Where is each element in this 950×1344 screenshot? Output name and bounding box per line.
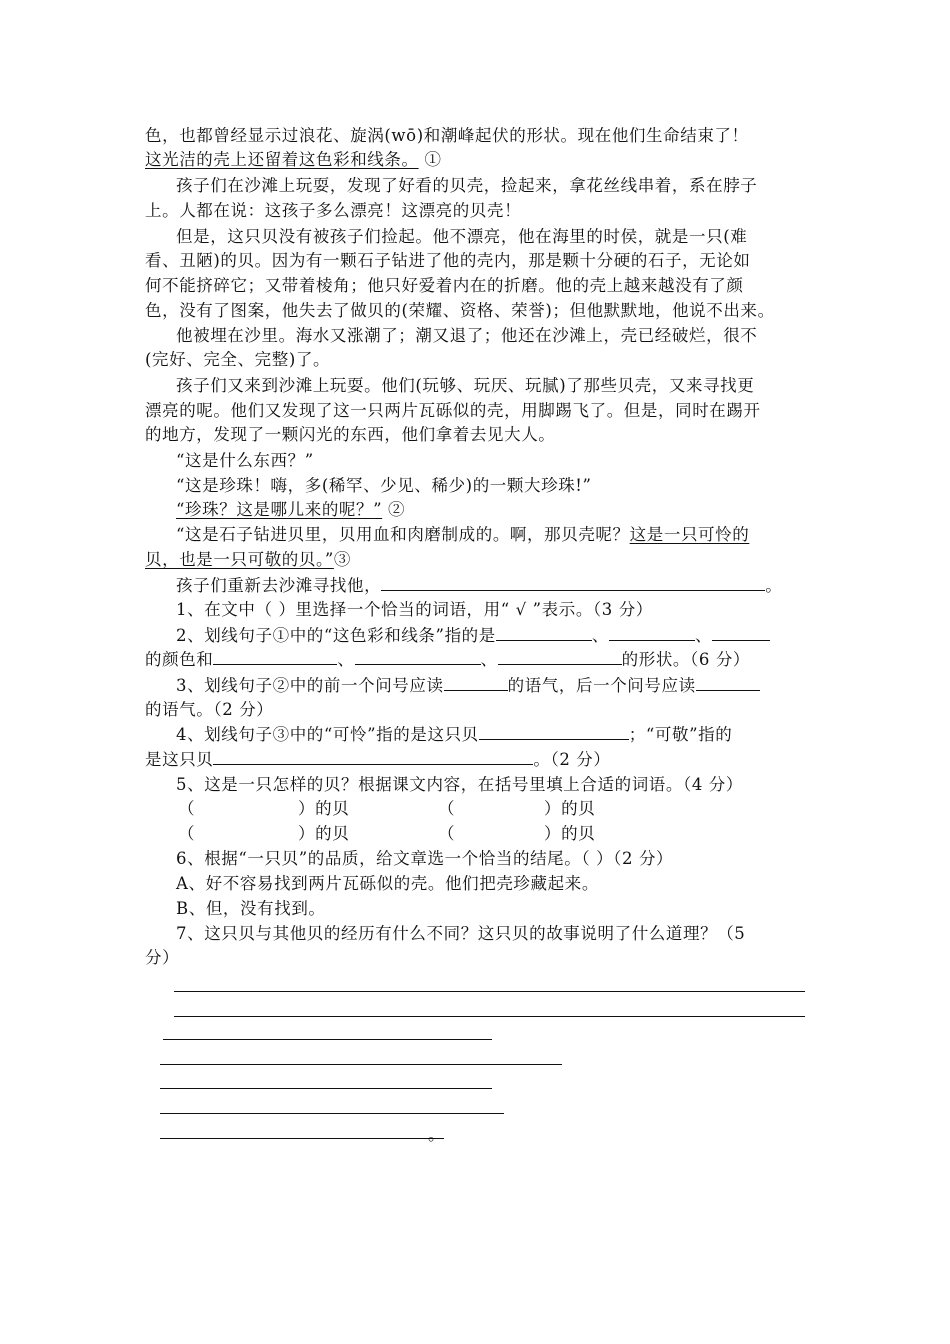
answer-line[interactable] [160,1138,444,1139]
question-2 [176,624,770,648]
separator: 、 [591,626,609,645]
underlined-sentence-3b: 贝，也是一只可敬的贝。” [145,550,334,569]
q4-text: 。（2 分） [533,750,611,769]
ending-prompt: 孩子们重新去沙滩寻找他， [176,576,382,595]
q5-row [178,797,595,821]
period: 。 [765,576,783,595]
answer-blank[interactable] [479,723,629,740]
q5-close-paren: ）的贝 [544,799,596,818]
separator: 、 [480,650,498,669]
question-4 [176,723,732,747]
q5-close-paren: ）的贝 [298,799,350,818]
q3-text: 的语气，后一个问号应读 [507,676,696,695]
underlined-sentence-1: 这光洁的壳上还留着这色彩和线条。 [145,150,419,169]
answer-line[interactable] [160,1113,504,1114]
passage-line: 孩子们在沙滩上玩耍，发现了好看的贝壳，捡起来，拿花丝线串着，系在脖子 [176,176,758,195]
answer-blank[interactable] [496,624,592,641]
ending-blank[interactable] [381,574,765,591]
passage-line: 看、丑陋)的贝。因为有一颗石子钻进了他的壳内，那是颗十分硬的石子，无论如 [145,251,751,270]
answer-blank[interactable] [696,674,760,691]
passage-line [145,148,442,172]
answer-blank[interactable] [444,674,508,691]
passage-line: 他被埋在沙里。海水又涨潮了；潮又退了；他还在沙滩上，壳已经破烂，很不 [176,326,758,345]
option-b[interactable]: B、但，没有找到。 [176,899,326,918]
passage-line: 但是，这只贝没有被孩子们捡起。他不漂亮，他在海里的时侯，就是一只(难 [176,227,748,246]
answer-line[interactable] [163,1039,492,1040]
dialogue-line [145,548,351,572]
passage-line: 何不能挤碎它；又带着棱角；他只好爱着内在的折磨。他的壳上越来越没有了颜 [145,276,744,295]
question-2-cont [145,648,750,672]
q5-open-paren[interactable]: （ [438,799,456,818]
question-3 [176,674,760,698]
question-1: 1、在文中（ ）里选择一个恰当的词语，用“ √ ”表示。（3 分） [176,600,653,619]
q4-text: 4、划线句子③中的“可怜”指的是这只贝 [176,725,479,744]
q5-open-paren[interactable]: （ [178,799,196,818]
q2-text: 的颜色和 [145,650,214,669]
underlined-sentence-2: “珍珠？这是哪儿来的呢？” [176,500,383,519]
q5-row [178,822,595,846]
question-7-cont: 分） [145,948,180,967]
question-6: 6、根据“一只贝”的品质，给文章选一个恰当的结尾。（ ）（2 分） [176,849,674,868]
answer-blank[interactable] [498,648,622,665]
q4-text: 是这只贝 [145,750,214,769]
dialogue-line [176,523,749,547]
q4-text: ；“可敬”指的 [628,725,733,744]
q5-open-paren[interactable]: （ [438,824,456,843]
q2-text: 2、划线句子①中的“这色彩和线条”指的是 [176,626,496,645]
marker-3: ③ [333,550,351,569]
passage-line: 孩子们又来到沙滩上玩耍。他们(玩够、玩厌、玩腻)了那些贝壳，又来寻找更 [176,376,755,395]
dialogue-line [176,498,405,522]
answer-line[interactable] [160,1064,562,1065]
passage-line: 漂亮的呢。他们又发现了这一只两片瓦砾似的壳，用脚踢飞了。但是，同时在踢开 [145,401,761,420]
option-a[interactable]: A、好不容易找到两片瓦砾似的壳。他们把壳珍藏起来。 [176,874,599,893]
answer-line[interactable] [160,1088,492,1089]
passage-line: (完好、完全、完整)了。 [145,350,331,369]
passage-line [176,574,782,598]
question-5: 5、这是一只怎样的贝？根据课文内容，在括号里填上合适的词语。（4 分） [176,775,743,794]
dialogue-line: “这是珍珠！嗨，多(稀罕、少见、稀少)的一颗大珍珠!” [176,476,592,495]
end-period: 。 [428,1125,446,1144]
dialogue-text: “这是石子钻进贝里，贝用血和肉磨制成的。啊，那贝壳呢？ [176,525,630,544]
answer-blank[interactable] [213,648,337,665]
underlined-sentence-3a: 这是一只可怜的 [629,525,750,544]
answer-blank[interactable] [355,648,481,665]
dialogue-line: “这是什么东西？” [176,451,314,470]
separator: 、 [337,650,355,669]
marker-2: ② [382,500,406,519]
q3-text: 3、划线句子②中的前一个问号应读 [176,676,444,695]
q5-close-paren: ）的贝 [544,824,596,843]
q5-close-paren: ）的贝 [298,824,350,843]
q2-text: 的形状。（6 分） [621,650,751,669]
marker-1: ① [418,150,442,169]
passage-line: 色，没有了图案，他失去了做贝的(荣耀、资格、荣誉)；但他默默地，他说不出来。 [145,301,775,320]
answer-blank[interactable] [712,624,770,641]
passage-line: 色，也都曾经显示过浪花、旋涡(wō)和潮峰起伏的形状。现在他们生命结束了！ [145,126,749,145]
answer-line[interactable] [174,991,805,992]
question-4-cont [145,748,611,772]
answer-line[interactable] [174,1016,805,1017]
q5-open-paren[interactable]: （ [178,824,196,843]
passage-line: 的地方，发现了一颗闪光的东西，他们拿着去见大人。 [145,425,556,444]
question-3-cont: 的语气。（2 分） [145,700,274,719]
passage-line: 上。人都在说：这孩子多么漂亮！这漂亮的贝壳！ [145,201,522,220]
separator: 、 [694,626,713,645]
question-7: 7、这只贝与其他贝的经历有什么不同？这只贝的故事说明了什么道理？（5 [176,924,746,943]
answer-blank[interactable] [609,624,695,641]
answer-blank[interactable] [213,748,533,765]
